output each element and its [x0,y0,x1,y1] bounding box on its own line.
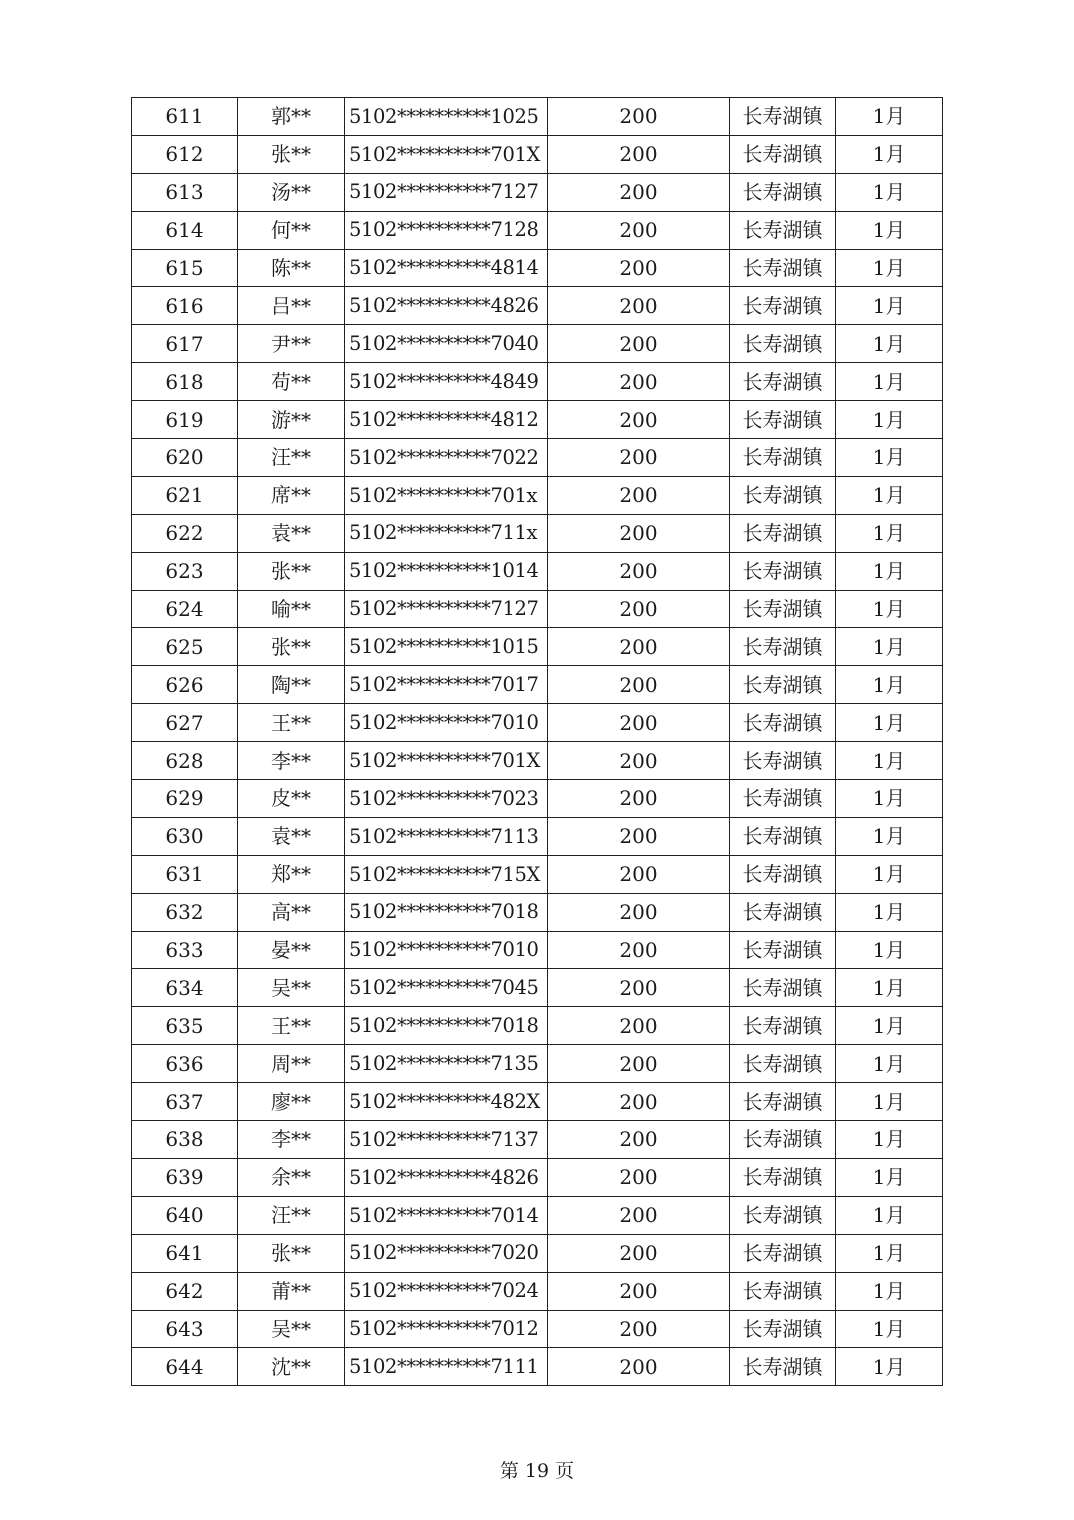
amount-cell: 200 [548,1234,730,1272]
table-row [132,363,943,401]
amount-cell: 200 [548,893,730,931]
town-cell: 长寿湖镇 [730,287,836,325]
month-cell: 1月 [836,742,943,780]
town-cell: 长寿湖镇 [730,1121,836,1159]
id-number-cell: 5102**********701x [345,476,548,514]
month-cell: 1月 [836,1234,943,1272]
serial-number-cell: 619 [132,401,238,439]
town-cell: 长寿湖镇 [730,476,836,514]
id-number-cell: 5102**********4826 [345,287,548,325]
id-number-cell: 5102**********7024 [345,1272,548,1310]
name-cell: 汪** [238,439,345,477]
town-cell: 长寿湖镇 [730,742,836,780]
town-cell: 长寿湖镇 [730,1310,836,1348]
id-number-cell: 5102**********7111 [345,1348,548,1386]
name-cell: 王** [238,1007,345,1045]
month-cell: 1月 [836,893,943,931]
month-cell: 1月 [836,1348,943,1386]
amount-cell: 200 [548,780,730,818]
serial-number-cell: 626 [132,666,238,704]
month-cell: 1月 [836,666,943,704]
month-cell: 1月 [836,135,943,173]
amount-cell: 200 [548,401,730,439]
name-cell: 袁** [238,817,345,855]
table-row [132,287,943,325]
town-cell: 长寿湖镇 [730,211,836,249]
serial-number-cell: 643 [132,1310,238,1348]
amount-cell: 200 [548,1348,730,1386]
page-number: 第 19 页 [499,1460,575,1482]
name-cell: 余** [238,1158,345,1196]
table-row [132,401,943,439]
id-number-cell: 5102**********7020 [345,1234,548,1272]
serial-number-cell: 622 [132,514,238,552]
table-row [132,780,943,818]
serial-number-cell: 634 [132,969,238,1007]
name-cell: 苟** [238,363,345,401]
name-cell: 郭** [238,98,345,136]
month-cell: 1月 [836,363,943,401]
serial-number-cell: 611 [132,98,238,136]
id-number-cell: 5102**********701X [345,742,548,780]
serial-number-cell: 620 [132,439,238,477]
month-cell: 1月 [836,1272,943,1310]
amount-cell: 200 [548,211,730,249]
amount-cell: 200 [548,249,730,287]
amount-cell: 200 [548,628,730,666]
serial-number-cell: 617 [132,325,238,363]
table-row [132,1007,943,1045]
table-row [132,817,943,855]
town-cell: 长寿湖镇 [730,249,836,287]
amount-cell: 200 [548,742,730,780]
table-row [132,1310,943,1348]
table-row [132,1158,943,1196]
id-number-cell: 5102**********7045 [345,969,548,1007]
id-number-cell: 5102**********7010 [345,704,548,742]
name-cell: 吴** [238,969,345,1007]
table-row [132,931,943,969]
month-cell: 1月 [836,1196,943,1234]
serial-number-cell: 614 [132,211,238,249]
name-cell: 莆** [238,1272,345,1310]
id-number-cell: 5102**********4812 [345,401,548,439]
amount-cell: 200 [548,514,730,552]
serial-number-cell: 633 [132,931,238,969]
amount-cell: 200 [548,439,730,477]
name-cell: 王** [238,704,345,742]
table-row [132,1196,943,1234]
table-row [132,1083,943,1121]
id-number-cell: 5102**********4814 [345,249,548,287]
town-cell: 长寿湖镇 [730,1007,836,1045]
month-cell: 1月 [836,287,943,325]
name-cell: 李** [238,1121,345,1159]
amount-cell: 200 [548,135,730,173]
id-number-cell: 5102**********4849 [345,363,548,401]
table-row [132,1045,943,1083]
town-cell: 长寿湖镇 [730,1348,836,1386]
name-cell: 席** [238,476,345,514]
month-cell: 1月 [836,628,943,666]
table-row [132,666,943,704]
id-number-cell: 5102**********7127 [345,590,548,628]
town-cell: 长寿湖镇 [730,817,836,855]
name-cell: 吕** [238,287,345,325]
month-cell: 1月 [836,969,943,1007]
id-number-cell: 5102**********7135 [345,1045,548,1083]
name-cell: 游** [238,401,345,439]
town-cell: 长寿湖镇 [730,969,836,1007]
id-number-cell: 5102**********1014 [345,552,548,590]
amount-cell: 200 [548,666,730,704]
serial-number-cell: 615 [132,249,238,287]
amount-cell: 200 [548,173,730,211]
table-row [132,742,943,780]
name-cell: 廖** [238,1083,345,1121]
town-cell: 长寿湖镇 [730,1234,836,1272]
table-row [132,249,943,287]
town-cell: 长寿湖镇 [730,628,836,666]
name-cell: 袁** [238,514,345,552]
id-number-cell: 5102**********7128 [345,211,548,249]
serial-number-cell: 635 [132,1007,238,1045]
town-cell: 长寿湖镇 [730,552,836,590]
name-cell: 张** [238,628,345,666]
name-cell: 郑** [238,855,345,893]
serial-number-cell: 627 [132,704,238,742]
amount-cell: 200 [548,969,730,1007]
town-cell: 长寿湖镇 [730,1272,836,1310]
month-cell: 1月 [836,211,943,249]
town-cell: 长寿湖镇 [730,590,836,628]
town-cell: 长寿湖镇 [730,401,836,439]
table-row [132,1121,943,1159]
amount-cell: 200 [548,1196,730,1234]
name-cell: 汤** [238,173,345,211]
id-number-cell: 5102**********701X [345,135,548,173]
serial-number-cell: 641 [132,1234,238,1272]
name-cell: 晏** [238,931,345,969]
amount-cell: 200 [548,817,730,855]
roster-table [131,97,943,1386]
month-cell: 1月 [836,817,943,855]
id-number-cell: 5102**********7137 [345,1121,548,1159]
serial-number-cell: 613 [132,173,238,211]
serial-number-cell: 630 [132,817,238,855]
town-cell: 长寿湖镇 [730,1083,836,1121]
serial-number-cell: 631 [132,855,238,893]
table-row [132,173,943,211]
month-cell: 1月 [836,249,943,287]
month-cell: 1月 [836,401,943,439]
table-row [132,1234,943,1272]
name-cell: 张** [238,552,345,590]
serial-number-cell: 640 [132,1196,238,1234]
amount-cell: 200 [548,1158,730,1196]
name-cell: 高** [238,893,345,931]
town-cell: 长寿湖镇 [730,893,836,931]
name-cell: 周** [238,1045,345,1083]
serial-number-cell: 638 [132,1121,238,1159]
amount-cell: 200 [548,1310,730,1348]
town-cell: 长寿湖镇 [730,931,836,969]
amount-cell: 200 [548,476,730,514]
serial-number-cell: 629 [132,780,238,818]
month-cell: 1月 [836,514,943,552]
name-cell: 陶** [238,666,345,704]
id-number-cell: 5102**********7040 [345,325,548,363]
id-number-cell: 5102**********711x [345,514,548,552]
name-cell: 张** [238,1234,345,1272]
table-row [132,211,943,249]
town-cell: 长寿湖镇 [730,1045,836,1083]
id-number-cell: 5102**********7113 [345,817,548,855]
town-cell: 长寿湖镇 [730,780,836,818]
serial-number-cell: 644 [132,1348,238,1386]
name-cell: 沈** [238,1348,345,1386]
month-cell: 1月 [836,704,943,742]
name-cell: 汪** [238,1196,345,1234]
town-cell: 长寿湖镇 [730,173,836,211]
id-number-cell: 5102**********7023 [345,780,548,818]
month-cell: 1月 [836,173,943,211]
id-number-cell: 5102**********4826 [345,1158,548,1196]
serial-number-cell: 625 [132,628,238,666]
name-cell: 尹** [238,325,345,363]
month-cell: 1月 [836,1045,943,1083]
amount-cell: 200 [548,363,730,401]
id-number-cell: 5102**********7018 [345,1007,548,1045]
serial-number-cell: 618 [132,363,238,401]
table-row [132,476,943,514]
name-cell: 张** [238,135,345,173]
table-row [132,325,943,363]
serial-number-cell: 639 [132,1158,238,1196]
name-cell: 李** [238,742,345,780]
serial-number-cell: 624 [132,590,238,628]
town-cell: 长寿湖镇 [730,666,836,704]
table-row [132,98,943,136]
id-number-cell: 5102**********482X [345,1083,548,1121]
table-row [132,1348,943,1386]
serial-number-cell: 636 [132,1045,238,1083]
table-row [132,628,943,666]
month-cell: 1月 [836,931,943,969]
month-cell: 1月 [836,855,943,893]
id-number-cell: 5102**********7018 [345,893,548,931]
name-cell: 陈** [238,249,345,287]
table-row [132,439,943,477]
month-cell: 1月 [836,325,943,363]
id-number-cell: 5102**********7017 [345,666,548,704]
id-number-cell: 5102**********7022 [345,439,548,477]
name-cell: 皮** [238,780,345,818]
town-cell: 长寿湖镇 [730,135,836,173]
town-cell: 长寿湖镇 [730,439,836,477]
month-cell: 1月 [836,98,943,136]
amount-cell: 200 [548,325,730,363]
table-row [132,1272,943,1310]
serial-number-cell: 612 [132,135,238,173]
id-number-cell: 5102**********7010 [345,931,548,969]
amount-cell: 200 [548,1007,730,1045]
name-cell: 喻** [238,590,345,628]
month-cell: 1月 [836,780,943,818]
table-row [132,893,943,931]
id-number-cell: 5102**********7127 [345,173,548,211]
table-row [132,590,943,628]
roster-table-body [132,98,943,1386]
amount-cell: 200 [548,855,730,893]
town-cell: 长寿湖镇 [730,514,836,552]
amount-cell: 200 [548,704,730,742]
table-row [132,514,943,552]
serial-number-cell: 632 [132,893,238,931]
id-number-cell: 5102**********7012 [345,1310,548,1348]
town-cell: 长寿湖镇 [730,363,836,401]
town-cell: 长寿湖镇 [730,1196,836,1234]
serial-number-cell: 637 [132,1083,238,1121]
amount-cell: 200 [548,287,730,325]
month-cell: 1月 [836,1158,943,1196]
serial-number-cell: 623 [132,552,238,590]
amount-cell: 200 [548,931,730,969]
table-row [132,135,943,173]
amount-cell: 200 [548,590,730,628]
town-cell: 长寿湖镇 [730,325,836,363]
amount-cell: 200 [548,1121,730,1159]
name-cell: 吴** [238,1310,345,1348]
town-cell: 长寿湖镇 [730,704,836,742]
name-cell: 何** [238,211,345,249]
serial-number-cell: 628 [132,742,238,780]
month-cell: 1月 [836,439,943,477]
town-cell: 长寿湖镇 [730,98,836,136]
serial-number-cell: 642 [132,1272,238,1310]
amount-cell: 200 [548,1045,730,1083]
table-row [132,855,943,893]
amount-cell: 200 [548,1083,730,1121]
amount-cell: 200 [548,98,730,136]
table-row [132,552,943,590]
town-cell: 长寿湖镇 [730,855,836,893]
month-cell: 1月 [836,590,943,628]
table-row [132,969,943,1007]
serial-number-cell: 621 [132,476,238,514]
month-cell: 1月 [836,1121,943,1159]
id-number-cell: 5102**********7014 [345,1196,548,1234]
town-cell: 长寿湖镇 [730,1158,836,1196]
id-number-cell: 5102**********1015 [345,628,548,666]
table-row [132,704,943,742]
id-number-cell: 5102**********1025 [345,98,548,136]
month-cell: 1月 [836,1310,943,1348]
month-cell: 1月 [836,1083,943,1121]
serial-number-cell: 616 [132,287,238,325]
id-number-cell: 5102**********715X [345,855,548,893]
month-cell: 1月 [836,552,943,590]
amount-cell: 200 [548,552,730,590]
amount-cell: 200 [548,1272,730,1310]
month-cell: 1月 [836,1007,943,1045]
month-cell: 1月 [836,476,943,514]
